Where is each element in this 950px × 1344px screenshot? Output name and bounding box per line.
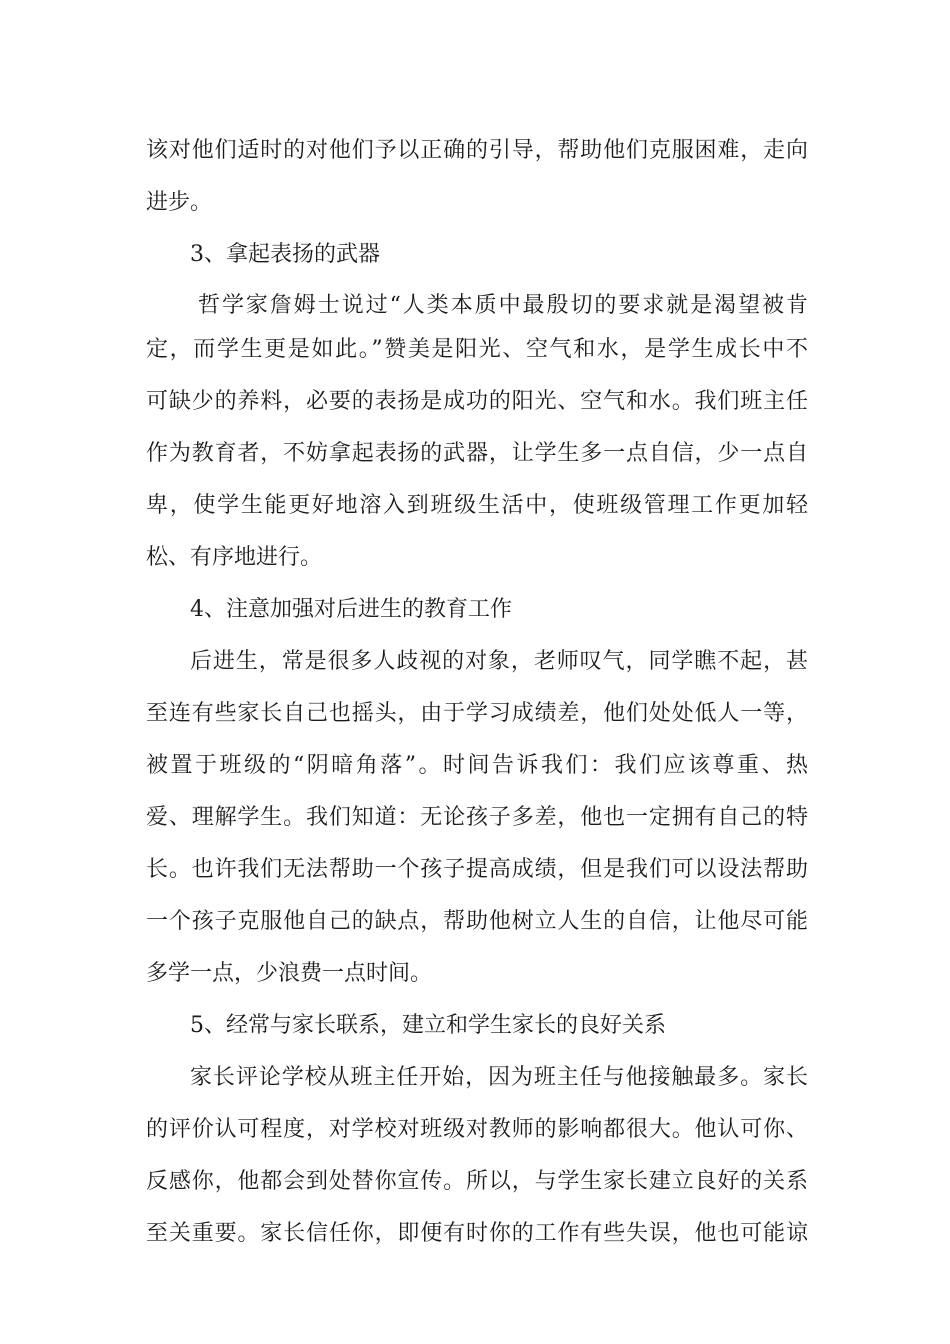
section-heading: 4、注意加强对后进生的教育工作: [190, 597, 512, 622]
paragraph-line: 进步。: [146, 190, 213, 215]
paragraph-line: 一个孩子克服他自己的缺点，帮助他树立人生的自信，让他尽可能: [146, 909, 808, 934]
paragraph-line: 多学一点，少浪费一点时间。: [146, 961, 433, 986]
paragraph-line: 至关重要。家长信任你，即便有时你的工作有些失误，他也可能谅: [146, 1221, 808, 1246]
paragraph-line: 后进生，常是很多人歧视的对象，老师叹气，同学瞧不起，甚: [190, 649, 808, 674]
paragraph-line: 被置于班级的“阴暗角落”。时间告诉我们：我们应该尊重、热: [146, 753, 808, 778]
paragraph-line: 该对他们适时的对他们予以正确的引导，帮助他们克服困难，走向: [146, 138, 808, 163]
paragraph-line: 反感你，他都会到处替你宣传。所以，与学生家长建立良好的关系: [146, 1169, 808, 1194]
paragraph-line: 哲学家詹姆士说过“人类本质中最殷切的要求就是渴望被肯: [198, 293, 808, 318]
paragraph-line: 卑，使学生能更好地溶入到班级生活中，使班级管理工作更加轻: [146, 493, 808, 518]
paragraph-line: 松、有序地进行。: [146, 545, 323, 570]
paragraph-line: 作为教育者，不妨拿起表扬的武器，让学生多一点自信，少一点自: [146, 441, 808, 466]
paragraph-line: 定，而学生更是如此。”赞美是阳光、空气和水，是学生成长中不: [146, 337, 808, 362]
paragraph-line: 家长评论学校从班主任开始，因为班主任与他接触最多。家长: [190, 1065, 808, 1090]
paragraph-line: 可缺少的养料，必要的表扬是成功的阳光、空气和水。我们班主任: [146, 389, 808, 414]
paragraph-line: 的评价认可程度，对学校对班级对教师的影响都很大。他认可你、: [146, 1117, 808, 1142]
section-heading: 5、经常与家长联系，建立和学生家长的良好关系: [190, 1013, 666, 1038]
paragraph-line: 长。也许我们无法帮助一个孩子提高成绩，但是我们可以设法帮助: [146, 857, 808, 882]
section-heading: 3、拿起表扬的武器: [190, 242, 380, 267]
paragraph-line: 至连有些家长自己也摇头，由于学习成绩差，他们处处低人一等，: [146, 701, 808, 726]
paragraph-line: 爱、理解学生。我们知道：无论孩子多差，他也一定拥有自己的特: [146, 805, 808, 830]
